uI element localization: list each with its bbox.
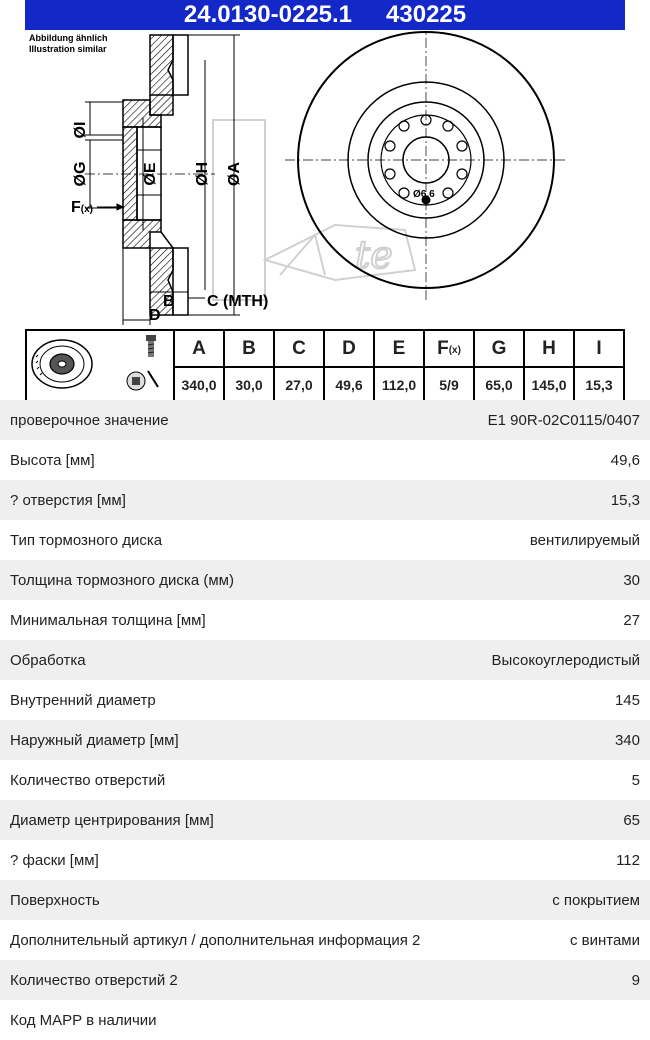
value-e: 112,0 [374, 367, 424, 403]
disc-front-view [285, 30, 567, 300]
property-row [0, 680, 650, 720]
illustration-caption-de: Abbildung ähnlich [29, 33, 108, 43]
property-label: Обработка [10, 651, 86, 669]
dimension-table-header-row [26, 330, 624, 367]
property-value: вентилируемый [529, 531, 640, 549]
value-b: 30,0 [224, 367, 274, 403]
property-value: 15,3 [610, 491, 640, 509]
property-label: ? фаски [мм] [10, 851, 99, 869]
properties-list [0, 400, 650, 1040]
label-dim-e: ØE [142, 162, 159, 186]
property-row [0, 920, 650, 960]
screw-icon [146, 335, 156, 357]
property-row [0, 400, 650, 440]
property-label: Дополнительный артикул / дополнительная информация 2 [10, 931, 421, 949]
svg-text:te: te [355, 233, 393, 277]
dimension-table [25, 329, 625, 404]
part-number-header [25, 0, 625, 30]
property-row [0, 560, 650, 600]
screw-detail-icon [127, 371, 158, 390]
disc-and-screw-icon [28, 331, 172, 396]
property-label: Код MAPP в наличии [10, 1011, 157, 1029]
property-value: E1 90R-02C0115/0407 [487, 411, 640, 429]
property-value: 9 [631, 971, 640, 989]
property-row [0, 960, 650, 1000]
property-label: Диаметр центрирования [мм] [10, 811, 214, 829]
header-c: C [274, 330, 324, 367]
property-value: Высокоуглеродистый [491, 651, 640, 669]
property-label: проверочное значение [10, 411, 169, 429]
header-e: E [374, 330, 424, 367]
property-label: Наружный диаметр [мм] [10, 731, 179, 749]
label-dim-a: ØA [226, 162, 243, 186]
property-label: Минимальная толщина [мм] [10, 611, 206, 629]
property-label: Тип тормозного диска [10, 531, 163, 549]
header-i: I [574, 330, 624, 367]
property-row [0, 760, 650, 800]
value-h: 145,0 [524, 367, 574, 403]
label-dim-c: C (MTH) [207, 293, 269, 310]
header-a: A [174, 330, 224, 367]
label-dim-g: ØG [72, 161, 89, 187]
property-label: ? отверстия [мм] [10, 491, 126, 509]
property-row [0, 640, 650, 680]
property-row [0, 1000, 650, 1040]
value-d: 49,6 [324, 367, 374, 403]
value-f: 5/9 [424, 367, 474, 403]
property-label: Поверхность [10, 891, 100, 909]
header-d: D [324, 330, 374, 367]
value-g: 65,0 [474, 367, 524, 403]
header-g: G [474, 330, 524, 367]
label-dim-f: F(x) [71, 199, 94, 216]
property-label: Толщина тормозного диска (мм) [10, 571, 234, 589]
property-row [0, 880, 650, 920]
property-label: Высота [мм] [10, 451, 95, 469]
label-hole-diameter: Ø6,6 [413, 189, 435, 200]
property-label: Количество отверстий [10, 771, 166, 789]
drawing-svg [25, 30, 625, 330]
property-row [0, 600, 650, 640]
property-row [0, 720, 650, 760]
technical-drawing [25, 30, 625, 330]
property-row [0, 520, 650, 560]
property-value: 112 [616, 851, 640, 869]
illustration-caption-en: Illustration similar [29, 44, 107, 54]
property-value: 27 [623, 611, 640, 629]
property-row [0, 480, 650, 520]
property-value: 30 [623, 571, 640, 589]
label-dim-d: D [149, 307, 161, 324]
label-dim-h: ØH [194, 162, 211, 186]
property-label: Внутренний диаметр [10, 691, 156, 709]
property-value: 145 [614, 691, 640, 709]
label-dim-b: B [163, 293, 175, 310]
value-i: 15,3 [574, 367, 624, 403]
disc-thumbnail [26, 330, 174, 403]
property-value: 49,6 [610, 451, 640, 469]
property-value: 65 [623, 811, 640, 829]
short-part-number: 430225 [386, 1, 467, 28]
value-c: 27,0 [274, 367, 324, 403]
label-dim-i: ØI [72, 121, 89, 139]
property-label: Количество отверстий 2 [10, 971, 178, 989]
part-number: 24.0130-0225.1 [183, 1, 353, 28]
property-row [0, 840, 650, 880]
property-value: с покрытием [552, 891, 640, 909]
property-value: 340 [614, 731, 640, 749]
value-a: 340,0 [174, 367, 224, 403]
property-value: 5 [631, 771, 640, 789]
header-h: H [524, 330, 574, 367]
property-value: с винтами [569, 931, 640, 949]
header-b: B [224, 330, 274, 367]
property-row [0, 800, 650, 840]
property-row [0, 440, 650, 480]
header-f: $F_{(x)}$ [424, 330, 474, 367]
